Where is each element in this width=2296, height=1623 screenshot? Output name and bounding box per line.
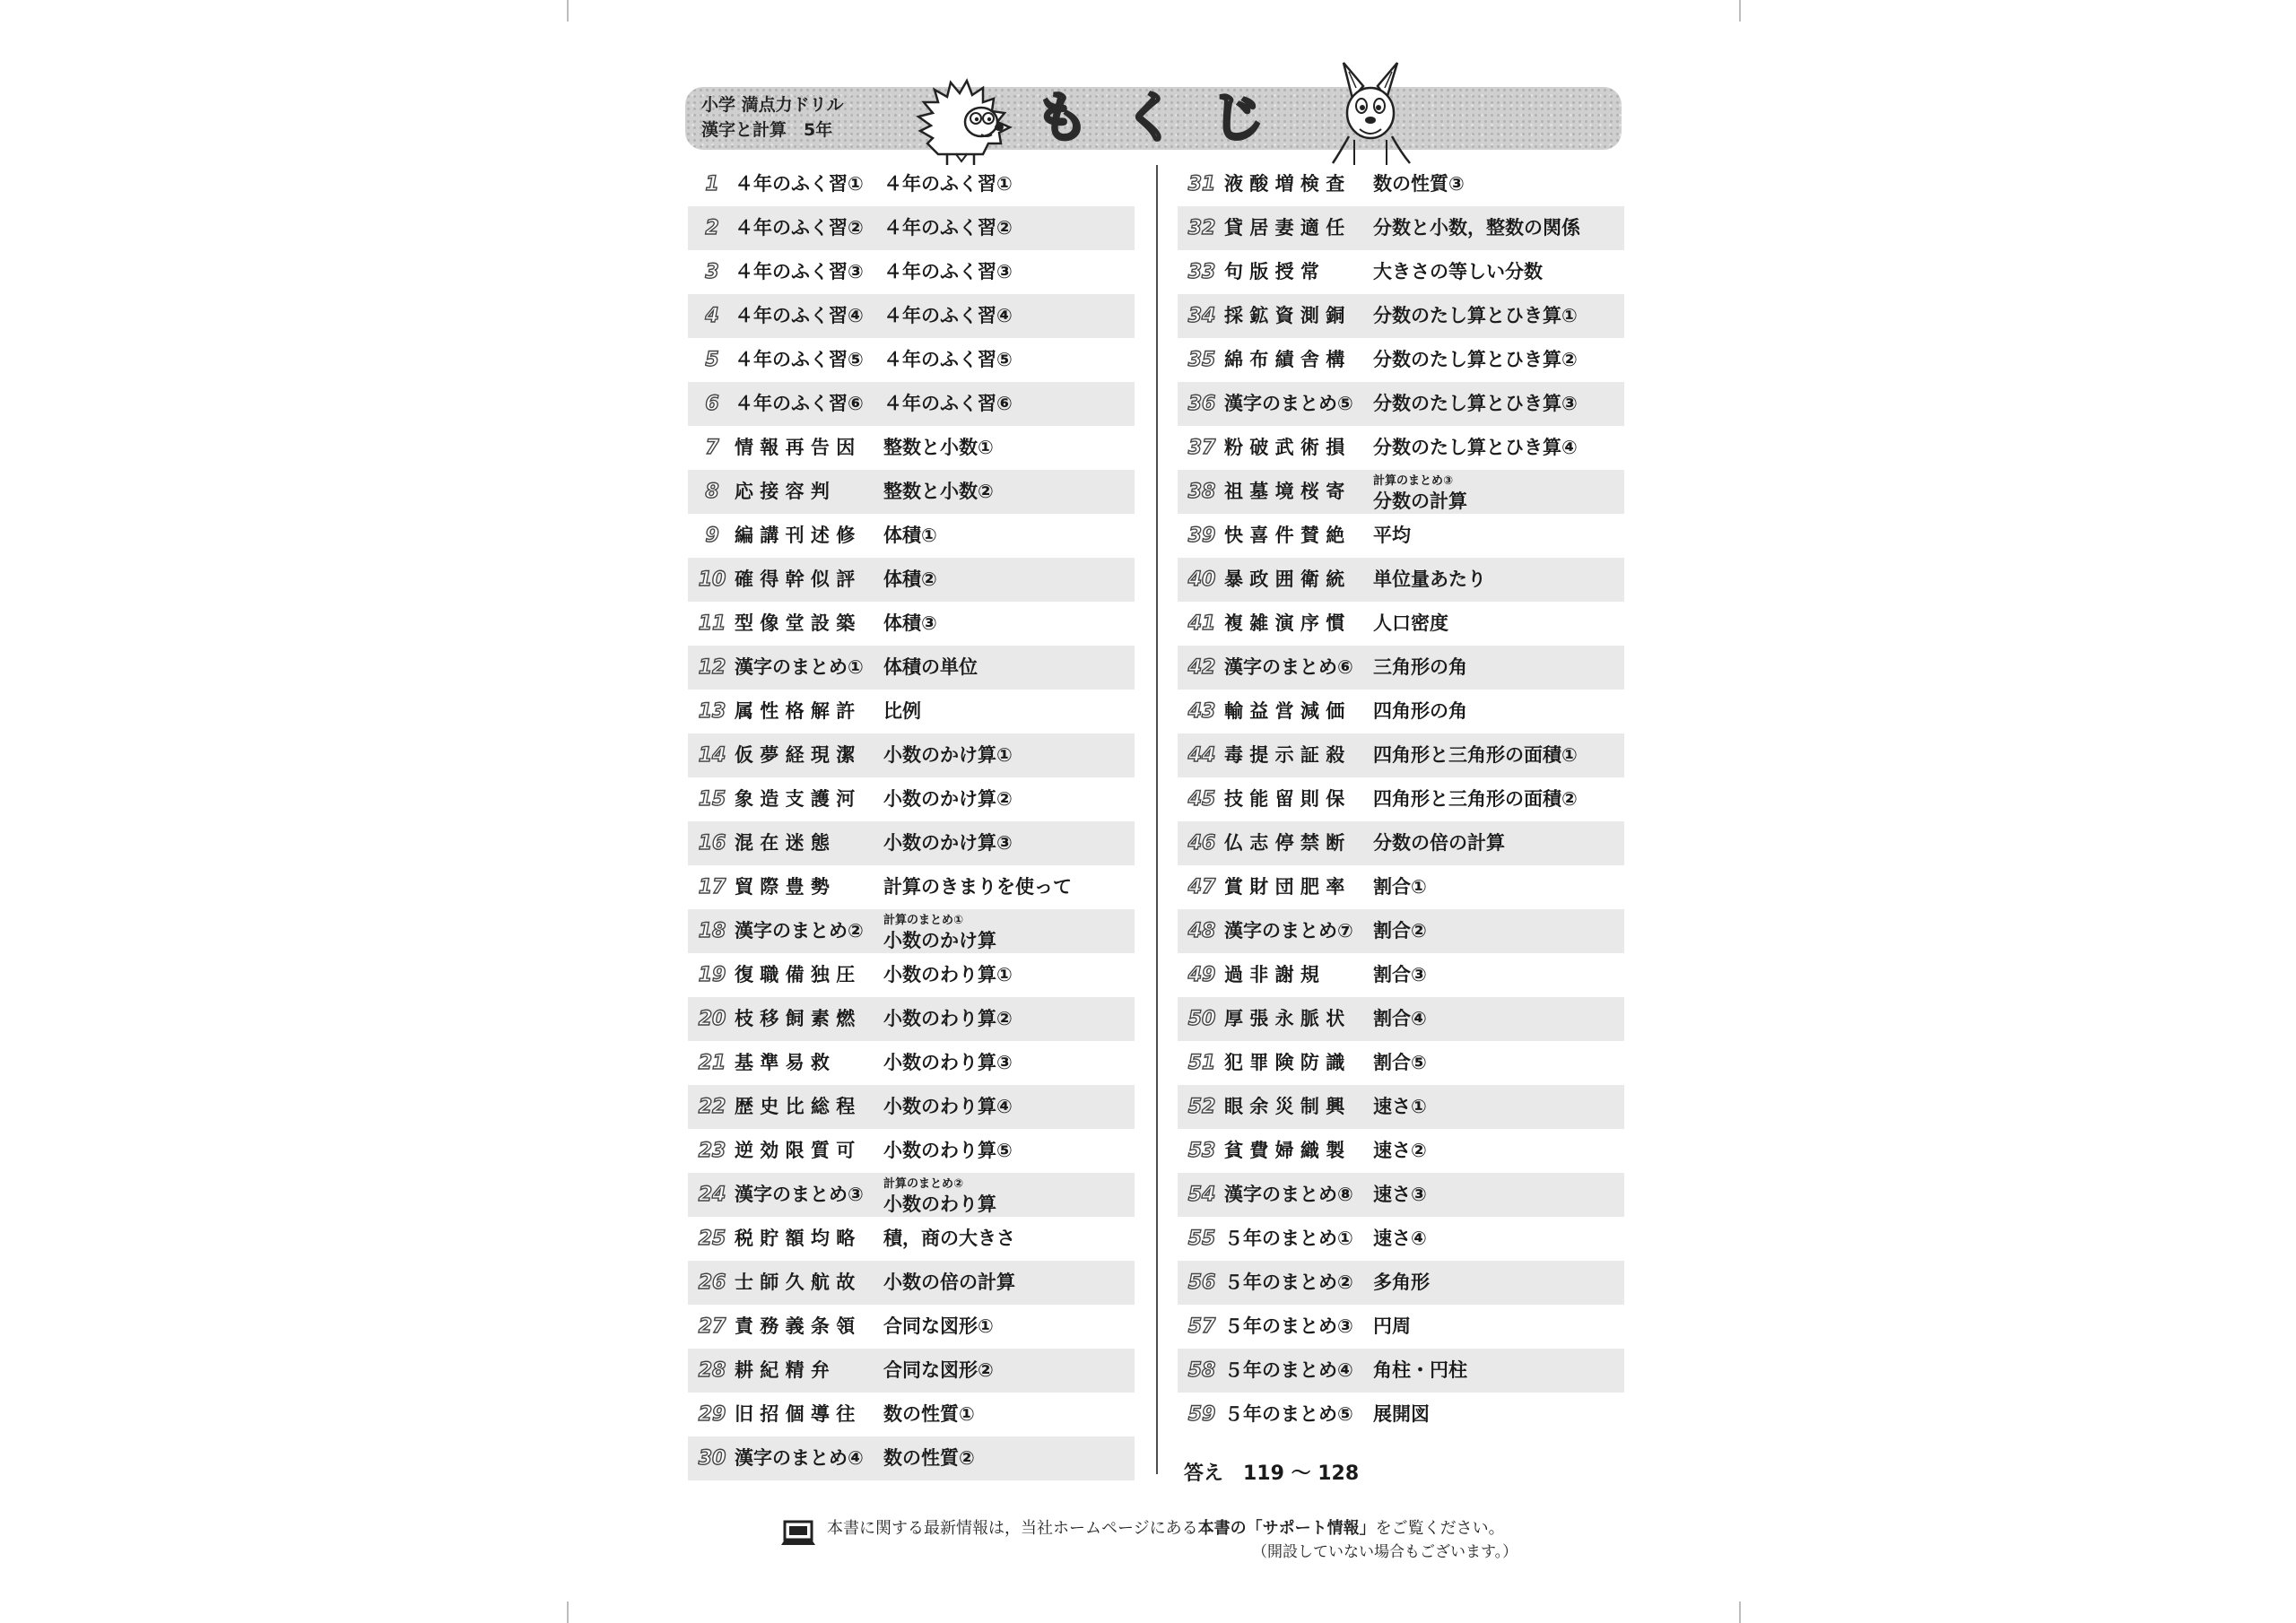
toc-row xyxy=(688,602,1135,646)
toc-row xyxy=(688,953,1135,997)
kanji-topic: 応 接 容 判 xyxy=(735,481,830,502)
toc-row xyxy=(688,382,1135,426)
toc-row xyxy=(1178,1393,1624,1436)
lesson-number: 47 xyxy=(1187,876,1216,898)
kanji-topic: 祖 墓 境 桜 寄 xyxy=(1224,481,1345,502)
calc-topic: 分数と小数，整数の関係 xyxy=(1373,217,1580,239)
lesson-number: 29 xyxy=(698,1403,726,1426)
calc-topic: 数の性質② xyxy=(883,1447,975,1469)
toc-row xyxy=(1178,1305,1624,1349)
toc-row xyxy=(1178,338,1624,382)
lesson-number: 58 xyxy=(1187,1359,1216,1382)
lesson-number: 51 xyxy=(1187,1052,1216,1074)
calc-topic: 四角形と三角形の面積① xyxy=(1373,744,1578,766)
page-title: もくじ xyxy=(1035,87,1299,150)
lesson-number: 11 xyxy=(698,612,726,635)
toc-row xyxy=(688,1393,1135,1436)
calc-topic: 積，商の大きさ xyxy=(883,1228,1015,1249)
lesson-number: 33 xyxy=(1187,261,1216,283)
calc-topic: 小数のわり算① xyxy=(883,964,1013,985)
kanji-topic: 賞 財 団 肥 率 xyxy=(1224,876,1345,898)
kanji-topic: 逆 効 限 質 可 xyxy=(735,1140,856,1161)
kangaroo-mascot-icon xyxy=(1322,59,1421,169)
lesson-number: 24 xyxy=(698,1184,726,1206)
toc-left-column xyxy=(688,162,1135,1480)
toc-row xyxy=(688,1129,1135,1173)
calc-topic-main: 小数のわり算 xyxy=(883,1193,996,1215)
kanji-topic: ５年のまとめ③ xyxy=(1224,1315,1353,1337)
computer-icon xyxy=(780,1520,816,1553)
kanji-topic: 漢字のまとめ⑤ xyxy=(1224,393,1353,414)
lesson-number: 9 xyxy=(705,525,719,547)
kanji-topic: 型 像 堂 設 築 xyxy=(735,612,856,634)
toc-row xyxy=(1178,909,1624,953)
crop-mark xyxy=(567,0,569,22)
kanji-topic: ４年のふく習① xyxy=(735,173,864,195)
calc-review-label: 計算のまとめ① xyxy=(883,914,964,927)
kanji-topic: 編 講 刊 述 修 xyxy=(735,525,856,546)
support-notice-line2: （開設していない場合もございます。） xyxy=(1252,1543,1518,1561)
toc-row xyxy=(688,690,1135,733)
calc-topic: 合同な図形① xyxy=(883,1315,994,1337)
calc-topic: 角柱・円柱 xyxy=(1373,1359,1467,1381)
calc-topic: 速さ④ xyxy=(1373,1228,1427,1249)
toc-row xyxy=(1178,250,1624,294)
calc-topic: 小数の倍の計算 xyxy=(883,1271,1015,1293)
lesson-number: 12 xyxy=(698,656,726,679)
lesson-number: 36 xyxy=(1187,393,1216,415)
kanji-topic: 厚 張 永 脈 状 xyxy=(1224,1008,1345,1029)
calc-topic: 展開図 xyxy=(1373,1403,1430,1425)
kanji-topic: ５年のまとめ② xyxy=(1224,1271,1353,1293)
calc-topic: 小数のわり算⑤ xyxy=(883,1140,1013,1161)
crop-mark xyxy=(1739,0,1741,22)
toc-row xyxy=(1178,1129,1624,1173)
lesson-number: 45 xyxy=(1187,788,1216,811)
calc-topic: 分数のたし算とひき算② xyxy=(1373,349,1578,370)
kanji-topic: 技 能 留 則 保 xyxy=(1224,788,1345,810)
calc-topic: 大きさの等しい分数 xyxy=(1373,261,1543,282)
toc-row xyxy=(1178,997,1624,1041)
calc-topic: 小数のかけ算① xyxy=(883,744,1013,766)
toc-row xyxy=(688,733,1135,777)
kanji-topic: 情 報 再 告 因 xyxy=(735,437,856,458)
lesson-number: 1 xyxy=(705,173,719,195)
lesson-number: 49 xyxy=(1187,964,1216,986)
calc-topic: 体積③ xyxy=(883,612,937,634)
kanji-topic: 漢字のまとめ④ xyxy=(735,1447,864,1469)
lesson-number: 28 xyxy=(698,1359,726,1382)
toc-row xyxy=(1178,1217,1624,1261)
calc-topic: 整数と小数② xyxy=(883,481,994,502)
kanji-topic: 犯 罪 険 防 識 xyxy=(1224,1052,1345,1073)
toc-row xyxy=(1178,821,1624,865)
kanji-topic: 仮 夢 経 現 潔 xyxy=(735,744,856,766)
kanji-topic: ４年のふく習② xyxy=(735,217,864,239)
toc-row xyxy=(1178,865,1624,909)
calc-topic: ４年のふく習② xyxy=(883,217,1013,239)
kanji-topic: 複 雑 演 序 慣 xyxy=(1224,612,1345,634)
lesson-number: 22 xyxy=(698,1096,726,1118)
toc-row xyxy=(1178,382,1624,426)
lesson-number: 17 xyxy=(698,876,726,898)
toc-row xyxy=(688,646,1135,690)
toc-row xyxy=(688,1217,1135,1261)
lesson-number: 53 xyxy=(1187,1140,1216,1162)
kanji-topic: 漢字のまとめ⑦ xyxy=(1224,920,1353,942)
toc-row xyxy=(1178,162,1624,206)
toc-row xyxy=(688,206,1135,250)
lesson-number: 21 xyxy=(698,1052,726,1074)
toc-row xyxy=(688,1261,1135,1305)
toc-row xyxy=(1178,294,1624,338)
lesson-number: 32 xyxy=(1187,217,1216,239)
toc-row xyxy=(1178,1085,1624,1129)
toc-row xyxy=(688,777,1135,821)
calc-topic: 平均 xyxy=(1373,525,1411,546)
calc-topic: 三角形の角 xyxy=(1373,656,1467,678)
lesson-number: 15 xyxy=(698,788,726,811)
kanji-topic: 漢字のまとめ① xyxy=(735,656,864,678)
crop-mark xyxy=(567,1601,569,1623)
kanji-topic: 綿 布 績 舎 構 xyxy=(1224,349,1345,370)
hedgehog-mascot-icon xyxy=(911,72,1019,167)
calc-topic: 単位量あたり xyxy=(1373,568,1486,590)
kanji-topic: 確 得 幹 似 評 xyxy=(735,568,856,590)
kanji-topic: 歴 史 比 総 程 xyxy=(735,1096,856,1117)
calc-topic: 多角形 xyxy=(1373,1271,1430,1293)
toc-row xyxy=(1178,558,1624,602)
lesson-number: 3 xyxy=(705,261,719,283)
support-info-label: 本書の「サポート情報」 xyxy=(1197,1519,1376,1538)
kanji-topic: ４年のふく習③ xyxy=(735,261,864,282)
kanji-topic: 粉 破 武 術 損 xyxy=(1224,437,1345,458)
calc-topic: 割合⑤ xyxy=(1373,1052,1427,1073)
calc-topic: 四角形と三角形の面積② xyxy=(1373,788,1578,810)
lesson-number: 19 xyxy=(698,964,726,986)
toc-row xyxy=(688,1173,1135,1217)
calc-review-label: 計算のまとめ③ xyxy=(1373,474,1454,488)
toc-row xyxy=(1178,646,1624,690)
book-title-line1: 小学 満点力ドリル xyxy=(701,95,844,115)
kanji-topic: 貧 費 婦 織 製 xyxy=(1224,1140,1345,1161)
support-notice-line1: 本書に関する最新情報は，当社ホームページにある本書の「サポート情報」をご覧ください。 xyxy=(827,1519,1505,1538)
calc-topic: 比例 xyxy=(883,700,921,722)
calc-topic: 数の性質③ xyxy=(1373,173,1465,195)
column-divider xyxy=(1156,165,1158,1474)
calc-topic: 分数の倍の計算 xyxy=(1373,832,1505,854)
toc-row xyxy=(688,470,1135,514)
kanji-topic: 快 喜 件 賛 絶 xyxy=(1224,525,1345,546)
toc-row xyxy=(688,1436,1135,1480)
toc-row xyxy=(1178,470,1624,514)
calc-topic: 数の性質① xyxy=(883,1403,975,1425)
kanji-topic: 貿 際 豊 勢 xyxy=(735,876,830,898)
lesson-number: 50 xyxy=(1187,1008,1216,1030)
calc-topic: 割合④ xyxy=(1373,1008,1427,1029)
kanji-topic: 過 非 謝 規 xyxy=(1224,964,1319,985)
calc-topic: 分数のたし算とひき算④ xyxy=(1373,437,1578,458)
calc-topic: 速さ③ xyxy=(1373,1184,1427,1205)
calc-topic: 計算のきまりを使って xyxy=(883,876,1072,898)
calc-topic: 小数のわり算③ xyxy=(883,1052,1013,1073)
kanji-topic: ４年のふく習④ xyxy=(735,305,864,326)
lesson-number: 55 xyxy=(1187,1228,1216,1250)
kanji-topic: 漢字のまとめ③ xyxy=(735,1184,864,1205)
kanji-topic: 旧 招 個 導 往 xyxy=(735,1403,856,1425)
calc-topic: 小数のかけ算③ xyxy=(883,832,1013,854)
kanji-topic: 責 務 義 条 領 xyxy=(735,1315,856,1337)
lesson-number: 7 xyxy=(705,437,719,459)
toc-row xyxy=(688,162,1135,206)
kanji-topic: 仏 志 停 禁 断 xyxy=(1224,832,1345,854)
toc-row xyxy=(688,997,1135,1041)
calc-topic: ４年のふく習⑤ xyxy=(883,349,1013,370)
kanji-topic: 税 貯 額 均 略 xyxy=(735,1228,856,1249)
calc-topic xyxy=(883,1173,996,1217)
kanji-topic: 輸 益 営 減 価 xyxy=(1224,700,1345,722)
lesson-number: 30 xyxy=(698,1447,726,1470)
lesson-number: 44 xyxy=(1187,744,1216,767)
lesson-number: 23 xyxy=(698,1140,726,1162)
calc-topic: 速さ① xyxy=(1373,1096,1427,1117)
kanji-topic: 採 鉱 資 測 銅 xyxy=(1224,305,1345,326)
toc-row xyxy=(688,865,1135,909)
lesson-number: 37 xyxy=(1187,437,1216,459)
calc-topic: 割合③ xyxy=(1373,964,1427,985)
calc-topic: 合同な図形② xyxy=(883,1359,994,1381)
toc-row xyxy=(688,1349,1135,1393)
lesson-number: 54 xyxy=(1187,1184,1216,1206)
kanji-topic: 暴 政 囲 衛 統 xyxy=(1224,568,1345,590)
calc-topic: ４年のふく習④ xyxy=(883,305,1013,326)
lesson-number: 48 xyxy=(1187,920,1216,942)
toc-row xyxy=(1178,733,1624,777)
kanji-topic: 士 師 久 航 故 xyxy=(735,1271,856,1293)
toc-row xyxy=(1178,1173,1624,1217)
toc-row xyxy=(688,558,1135,602)
lesson-number: 40 xyxy=(1187,568,1216,591)
calc-topic: 体積② xyxy=(883,568,937,590)
toc-row xyxy=(1178,602,1624,646)
calc-topic: ４年のふく習⑥ xyxy=(883,393,1013,414)
calc-topic: 速さ② xyxy=(1373,1140,1427,1161)
kanji-topic: 属 性 格 解 許 xyxy=(735,700,856,722)
lesson-number: 25 xyxy=(698,1228,726,1250)
lesson-number: 46 xyxy=(1187,832,1216,855)
calc-topic: ４年のふく習① xyxy=(883,173,1013,195)
toc-row xyxy=(1178,1349,1624,1393)
toc-row xyxy=(688,250,1135,294)
kanji-topic: ５年のまとめ⑤ xyxy=(1224,1403,1353,1425)
lesson-number: 8 xyxy=(705,481,719,503)
book-title-line2: 漢字と計算 5年 xyxy=(701,120,833,140)
lesson-number: 35 xyxy=(1187,349,1216,371)
lesson-number: 14 xyxy=(698,744,726,767)
calc-topic: 整数と小数① xyxy=(883,437,994,458)
toc-row xyxy=(688,426,1135,470)
toc-row xyxy=(688,1041,1135,1085)
lesson-number: 27 xyxy=(698,1315,726,1338)
kanji-topic: 混 在 迷 態 xyxy=(735,832,830,854)
lesson-number: 43 xyxy=(1187,700,1216,723)
kanji-topic: ４年のふく習⑥ xyxy=(735,393,864,414)
calc-topic-main: 分数の計算 xyxy=(1373,490,1467,512)
toc-row xyxy=(688,1085,1135,1129)
calc-topic: 体積の単位 xyxy=(883,656,978,678)
crop-mark xyxy=(1739,1601,1741,1623)
kanji-topic: 漢字のまとめ⑥ xyxy=(1224,656,1353,678)
lesson-number: 26 xyxy=(698,1271,726,1294)
toc-row xyxy=(688,1305,1135,1349)
kanji-topic: 漢字のまとめ⑧ xyxy=(1224,1184,1353,1205)
calc-topic: 人口密度 xyxy=(1373,612,1448,634)
kanji-topic: 液 酸 増 検 査 xyxy=(1224,173,1345,195)
toc-row xyxy=(688,514,1135,558)
answers-pages: 答え 119 ～ 128 xyxy=(1184,1462,1360,1485)
kanji-topic: 毒 提 示 証 殺 xyxy=(1224,744,1345,766)
calc-topic: 割合② xyxy=(1373,920,1427,942)
calc-topic xyxy=(1373,470,1467,514)
kanji-topic: ５年のまとめ① xyxy=(1224,1228,1353,1249)
toc-row xyxy=(1178,1041,1624,1085)
calc-topic: 割合① xyxy=(1373,876,1427,898)
calc-topic-main: 小数のかけ算 xyxy=(883,930,996,951)
lesson-number: 56 xyxy=(1187,1271,1216,1294)
lesson-number: 20 xyxy=(698,1008,726,1030)
toc-row xyxy=(1178,514,1624,558)
lesson-number: 38 xyxy=(1187,481,1216,503)
kanji-topic: 句 版 授 常 xyxy=(1224,261,1319,282)
toc-row xyxy=(1178,953,1624,997)
lesson-number: 5 xyxy=(705,349,719,371)
toc-row xyxy=(688,338,1135,382)
lesson-number: 4 xyxy=(705,305,719,327)
lesson-number: 59 xyxy=(1187,1403,1216,1426)
toc-row xyxy=(688,821,1135,865)
toc-row xyxy=(1178,777,1624,821)
toc-row xyxy=(1178,426,1624,470)
kanji-topic: 基 準 易 救 xyxy=(735,1052,830,1073)
toc-right-column xyxy=(1178,162,1624,1436)
calc-topic: 分数のたし算とひき算③ xyxy=(1373,393,1578,414)
toc-row xyxy=(688,909,1135,953)
kanji-topic: 象 造 支 護 河 xyxy=(735,788,856,810)
calc-topic: 体積① xyxy=(883,525,937,546)
kanji-topic: 漢字のまとめ② xyxy=(735,920,864,942)
toc-row xyxy=(1178,206,1624,250)
lesson-number: 42 xyxy=(1187,656,1216,679)
lesson-number: 34 xyxy=(1187,305,1216,327)
toc-row xyxy=(1178,1261,1624,1305)
contents-banner xyxy=(685,87,1622,150)
calc-topic xyxy=(883,909,996,953)
kanji-topic: 枝 移 飼 素 燃 xyxy=(735,1008,856,1029)
lesson-number: 39 xyxy=(1187,525,1216,547)
calc-topic: 分数のたし算とひき算① xyxy=(1373,305,1578,326)
kanji-topic: 貸 居 妻 適 任 xyxy=(1224,217,1345,239)
lesson-number: 10 xyxy=(698,568,726,591)
lesson-number: 57 xyxy=(1187,1315,1216,1338)
calc-topic: 四角形の角 xyxy=(1373,700,1467,722)
lesson-number: 16 xyxy=(698,832,726,855)
calc-review-label: 計算のまとめ② xyxy=(883,1177,964,1191)
lesson-number: 13 xyxy=(698,700,726,723)
kanji-topic: 眼 余 災 制 興 xyxy=(1224,1096,1345,1117)
kanji-topic: ５年のまとめ④ xyxy=(1224,1359,1353,1381)
calc-topic: 円周 xyxy=(1373,1315,1411,1337)
calc-topic: ４年のふく習③ xyxy=(883,261,1013,282)
kanji-topic: ４年のふく習⑤ xyxy=(735,349,864,370)
lesson-number: 6 xyxy=(705,393,719,415)
book-title xyxy=(701,92,844,143)
toc-row xyxy=(688,294,1135,338)
kanji-topic: 耕 紀 精 弁 xyxy=(735,1359,830,1381)
lesson-number: 31 xyxy=(1187,173,1216,195)
calc-topic: 小数のわり算② xyxy=(883,1008,1013,1029)
calc-topic: 小数のわり算④ xyxy=(883,1096,1013,1117)
lesson-number: 2 xyxy=(705,217,719,239)
toc-row xyxy=(1178,690,1624,733)
lesson-number: 52 xyxy=(1187,1096,1216,1118)
lesson-number: 41 xyxy=(1187,612,1216,635)
calc-topic: 小数のかけ算② xyxy=(883,788,1013,810)
lesson-number: 18 xyxy=(698,920,726,942)
kanji-topic: 復 職 備 独 圧 xyxy=(735,964,856,985)
